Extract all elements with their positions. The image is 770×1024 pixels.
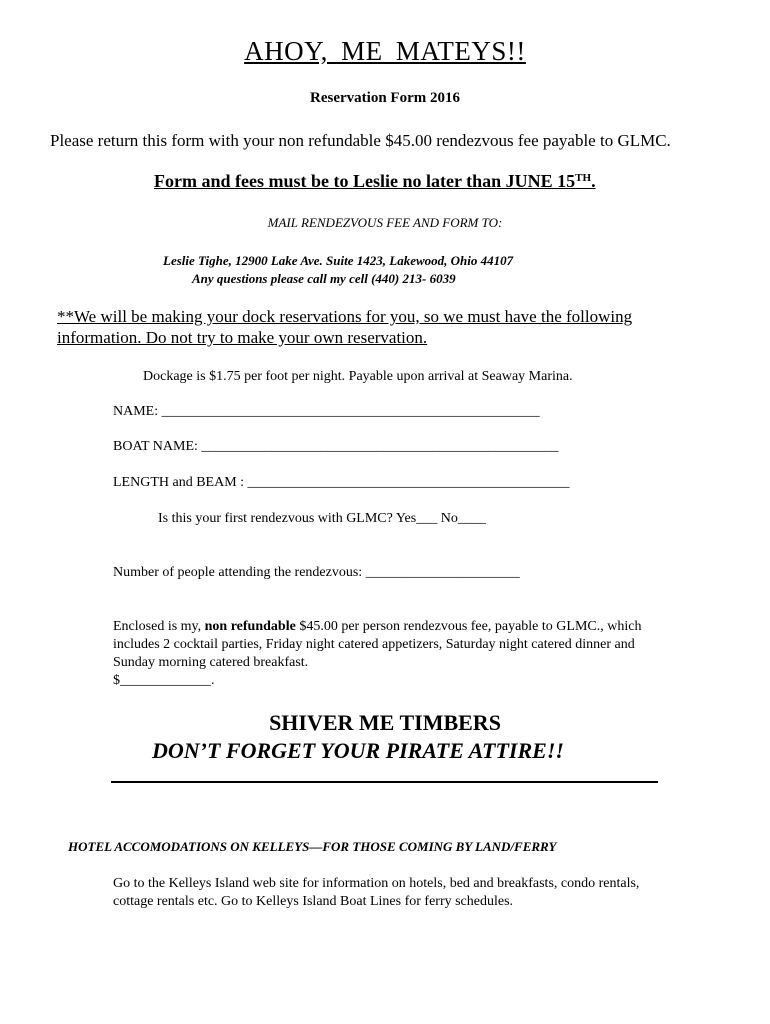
deadline-notice	[154, 171, 596, 192]
first-rendezvous-field: Is this your first rendezvous with GLMC? Yes___ No____	[158, 511, 486, 526]
form-subtitle: Reservation Form 2016	[310, 90, 460, 106]
hotel-info: Go to the Kelleys Island web site for information on hotels, bed and breakfasts, condo rentals, cottage rentals etc. Go to Kelleys Island Boat Lines for ferry schedules.	[113, 876, 640, 909]
name-field: NAME: ______________________________________________________	[113, 404, 540, 419]
contact-phone: Any questions please call my cell (440) 213- 6039	[192, 271, 456, 286]
deadline-superscript: TH	[575, 172, 592, 184]
people-attending-field: Number of people attending the rendezvous: ______________________	[113, 565, 520, 580]
boat-name-field: BOAT NAME: ___________________________________________________	[113, 439, 559, 454]
mailing-address: Leslie Tighe, 12900 Lake Ave. Suite 1423, Lakewood, Ohio 44107	[163, 253, 514, 268]
enclosed-fee-paragraph	[113, 618, 673, 690]
pirate-attire-heading: DON’T FORGET YOUR PIRATE ATTIRE!!	[152, 738, 564, 763]
shiver-heading: SHIVER ME TIMBERS	[269, 710, 501, 735]
hotel-heading: HOTEL ACCOMODATIONS ON KELLEYS—FOR THOSE COMING BY LAND/FERRY	[68, 839, 557, 854]
dock-reservation-note: **We will be making your dock reservations for you, so we must have the following information. Do not try to make your own reservation.	[57, 307, 633, 347]
mail-heading: MAIL RENDEZVOUS FEE AND FORM TO:	[267, 215, 503, 230]
page-title: AHOY, ME MATEYS!!	[244, 36, 526, 66]
enclosed-details: $45.00 per person rendezvous fee, payable to GLMC., which includes 2 cocktail parties, Friday night catered appetizers, Saturday night catered dinner and Sunday morning catered breakfast.	[113, 619, 642, 670]
deadline-text: Form and fees must be to Leslie no later than JUNE 15	[154, 171, 576, 191]
return-instructions: Please return this form with your non refundable $45.00 rendezvous fee payable to GLMC.	[50, 131, 671, 150]
amount-field: $_____________.	[113, 673, 215, 688]
length-beam-field: LENGTH and BEAM : ______________________________________________	[113, 475, 570, 490]
non-refundable-label: non refundable	[204, 619, 296, 634]
deadline-period: .	[591, 171, 596, 191]
divider-rule	[111, 781, 658, 783]
dockage-rate: Dockage is $1.75 per foot per night. Payable upon arrival at Seaway Marina.	[143, 369, 573, 384]
enclosed-prefix: Enclosed is my,	[113, 619, 205, 634]
